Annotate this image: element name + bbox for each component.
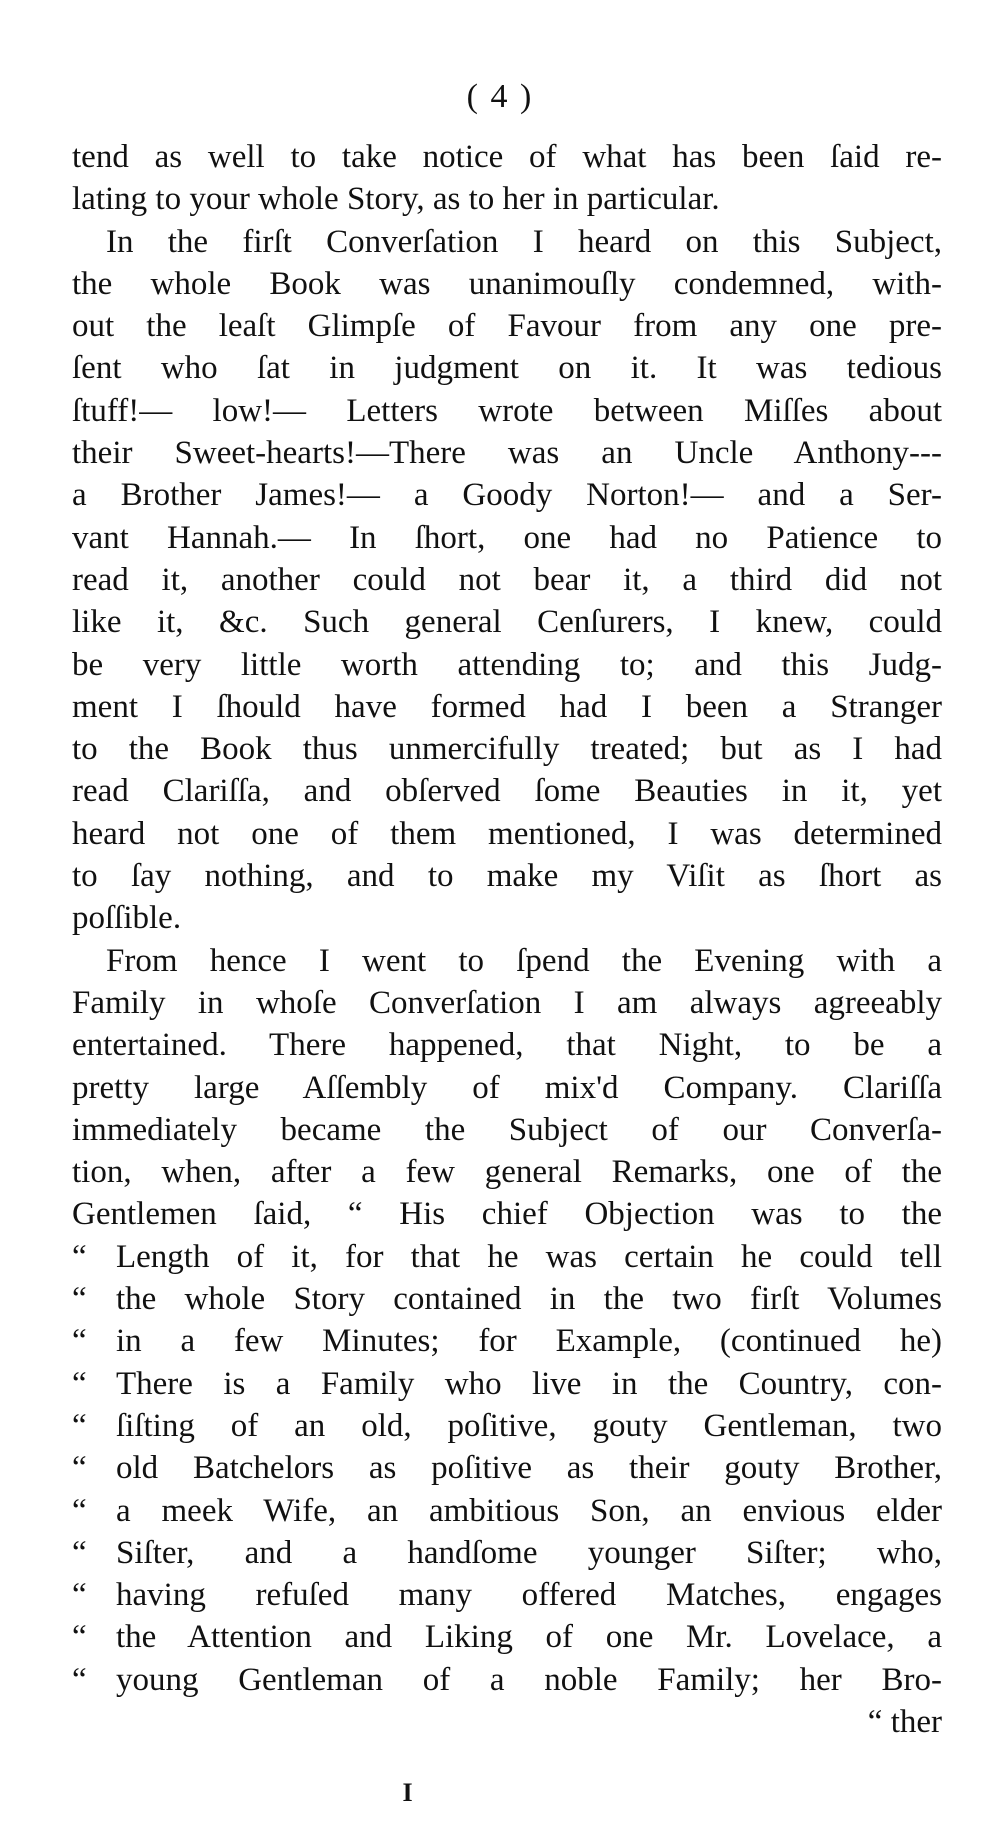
quoted-text: Siſter, and a handſome younger Siſter; who, — [116, 1534, 942, 1571]
signature-mark: I — [402, 1778, 413, 1807]
quoted-line — [72, 1405, 942, 1447]
text-line: ſent who ſat in judgment on it. It was tedious — [72, 350, 942, 387]
quoted-line — [72, 1616, 942, 1658]
quoted-line — [72, 1490, 942, 1532]
text-line: the whole Book was unanimouſly condemned, with- — [72, 265, 942, 302]
text-line: read it, another could not bear it, a third did not — [72, 561, 942, 598]
quoted-text: having refuſed many offered Matches, engages — [116, 1577, 942, 1614]
quote-mark: “ — [72, 1365, 87, 1402]
quoted-line — [72, 1236, 942, 1278]
quoted-text: a meek Wife, an ambitious Son, an envious elder — [116, 1492, 942, 1529]
text-line: immediately became the Subject of our Converſa- — [72, 1111, 942, 1148]
quote-mark: “ — [72, 1407, 87, 1444]
quote-mark: “ — [72, 1661, 87, 1698]
quote-mark: “ — [72, 1281, 87, 1318]
text-line: be very little worth attending to; and this Judg- — [72, 646, 942, 683]
quoted-line — [72, 1278, 942, 1320]
text-line: entertained. There happened, that Night, to be a — [72, 1027, 942, 1064]
quoted-text: in a few Minutes; for Example, (continued he) — [116, 1323, 942, 1360]
quoted-text: the whole Story contained in the two firſt Volumes — [116, 1281, 942, 1318]
text-line: pretty large Aſſembly of mix'd Company. Clariſſa — [72, 1069, 942, 1106]
text-line: to the Book thus unmercifully treated; but as I had — [72, 731, 942, 768]
text-line: ſtuff!— low!— Letters wrote between Miſſes about — [72, 392, 942, 429]
text-line: tend as well to take notice of what has been ſaid re- — [72, 139, 942, 175]
text-line: tion, when, after a few general Remarks, one of the — [72, 1154, 942, 1191]
quoted-line — [72, 1447, 942, 1489]
quoted-line — [72, 1532, 942, 1574]
text-line: their Sweet-hearts!—There was an Uncle Anthony--- — [72, 435, 942, 472]
quoted-text: young Gentleman of a noble Family; her Bro- — [116, 1661, 942, 1698]
paragraph-start-line: In the firſt Converſation I heard on this Subject, — [106, 223, 942, 260]
quote-mark: “ — [72, 1492, 87, 1529]
text-line: read Clariſſa, and obſerved ſome Beauties in it, yet — [72, 773, 942, 810]
quoted-text: There is a Family who live in the Country, con- — [116, 1365, 942, 1402]
quoted-text: Length of it, for that he was certain he could tell — [116, 1238, 942, 1275]
paragraph-start-line: From hence I went to ſpend the Evening with a — [106, 942, 942, 979]
quote-mark: “ — [72, 1238, 87, 1275]
body-text — [72, 136, 942, 1743]
quoted-line — [72, 1659, 942, 1701]
quote-mark: “ — [72, 1619, 87, 1656]
text-line: vant Hannah.— In ſhort, one had no Patience to — [72, 519, 942, 556]
quoted-line — [72, 1574, 942, 1616]
text-line: lating to your whole Story, as to her in particular. — [72, 181, 720, 218]
text-line: Family in whoſe Converſation I am always agreeably — [72, 984, 942, 1021]
quoted-text: the Attention and Liking of one Mr. Lovelace, a — [116, 1619, 942, 1656]
text-line: heard not one of them mentioned, I was determined — [72, 815, 942, 852]
quoted-line — [72, 1320, 942, 1362]
quote-mark: “ — [72, 1534, 87, 1571]
text-line: Gentlemen ſaid, “ His chief Objection was to the — [72, 1196, 942, 1233]
quote-mark: “ — [72, 1323, 87, 1360]
catchword: “ ther — [867, 1703, 942, 1740]
quote-mark: “ — [72, 1450, 87, 1487]
text-line: like it, &c. Such general Cenſurers, I knew, could — [72, 604, 942, 641]
text-line: poſſible. — [72, 900, 182, 937]
text-line: a Brother James!— a Goody Norton!— and a Ser- — [72, 477, 942, 514]
quote-mark: “ — [72, 1577, 87, 1614]
page-number: ( 4 ) — [466, 78, 534, 115]
quoted-text: old Batchelors as poſitive as their gouty Brother, — [116, 1450, 942, 1487]
quoted-line — [72, 1363, 942, 1405]
text-line: ment I ſhould have formed had I been a Stranger — [72, 688, 942, 725]
text-line: to ſay nothing, and to make my Viſit as ſhort as — [72, 858, 942, 895]
text-line: out the leaſt Glimpſe of Favour from any one pre- — [72, 308, 942, 345]
quoted-text: ſiſting of an old, poſitive, gouty Gentleman, two — [116, 1407, 942, 1444]
